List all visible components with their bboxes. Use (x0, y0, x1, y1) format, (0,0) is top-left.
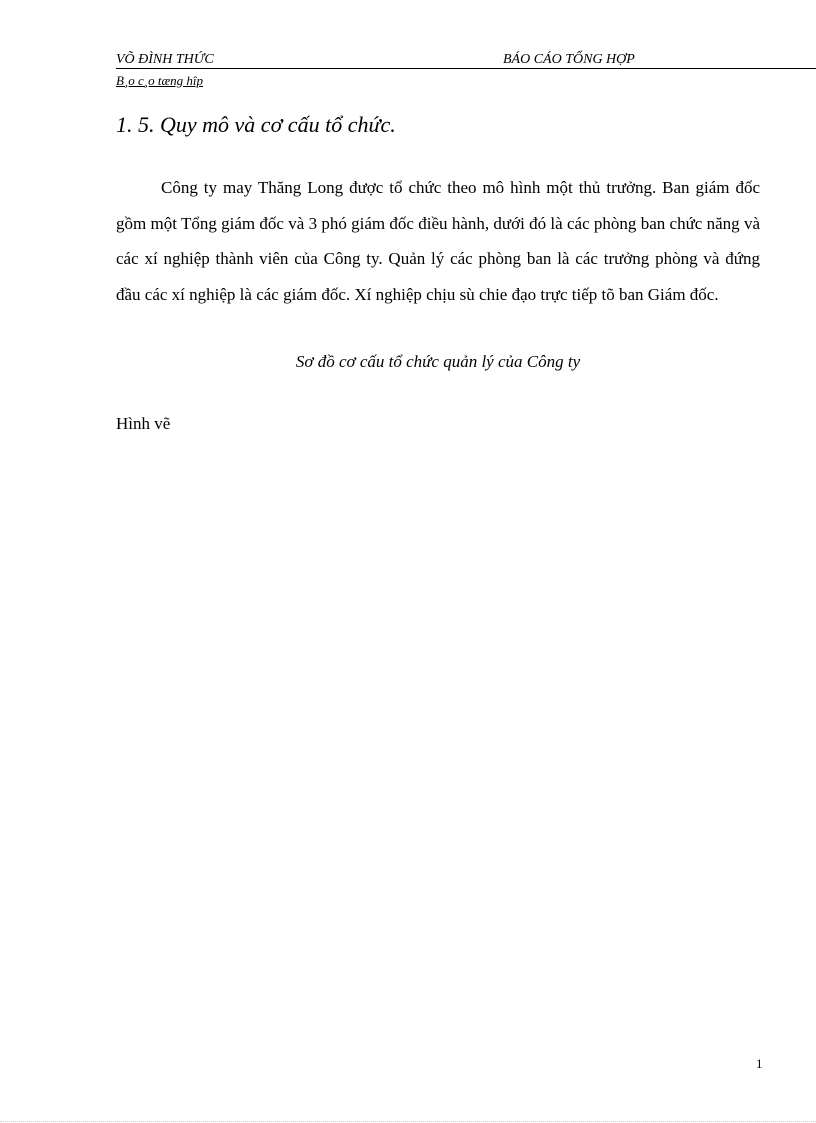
header-subtitle: B¸o c¸o tæng hîp (116, 73, 204, 88)
header-author: VÕ ĐÌNH THỨC (116, 52, 214, 67)
header-report-title: BÁO CÁO TỔNG HỢP (503, 52, 635, 67)
body-paragraph: Công ty may Thăng Long được tổ chức theo mô hình một thủ trưởng. Ban giám đốc gồm một Tổng giám đốc và 3 phó giám đốc điều hành, dưới đó là các phòng ban chức năng và các xí nghiệp thành viên của Công ty. Quản lý các phòng ban là các trưởng phòng và đứng đầu các xí nghiệp là các giám đốc. Xí nghiệp chịu sù chie đạo trực tiếp tõ ban Giám đốc. (116, 178, 760, 304)
header-divider (116, 68, 816, 69)
figure-label: Hình vẽ (116, 414, 171, 433)
section-heading: 1. 5. Quy mô và cơ cấu tổ chức. (116, 112, 396, 137)
page-bottom-divider (0, 1121, 816, 1122)
figure-caption: Sơ đồ cơ cấu tổ chức quản lý của Công ty (295, 352, 581, 371)
page-number: 1 (756, 1056, 763, 1071)
